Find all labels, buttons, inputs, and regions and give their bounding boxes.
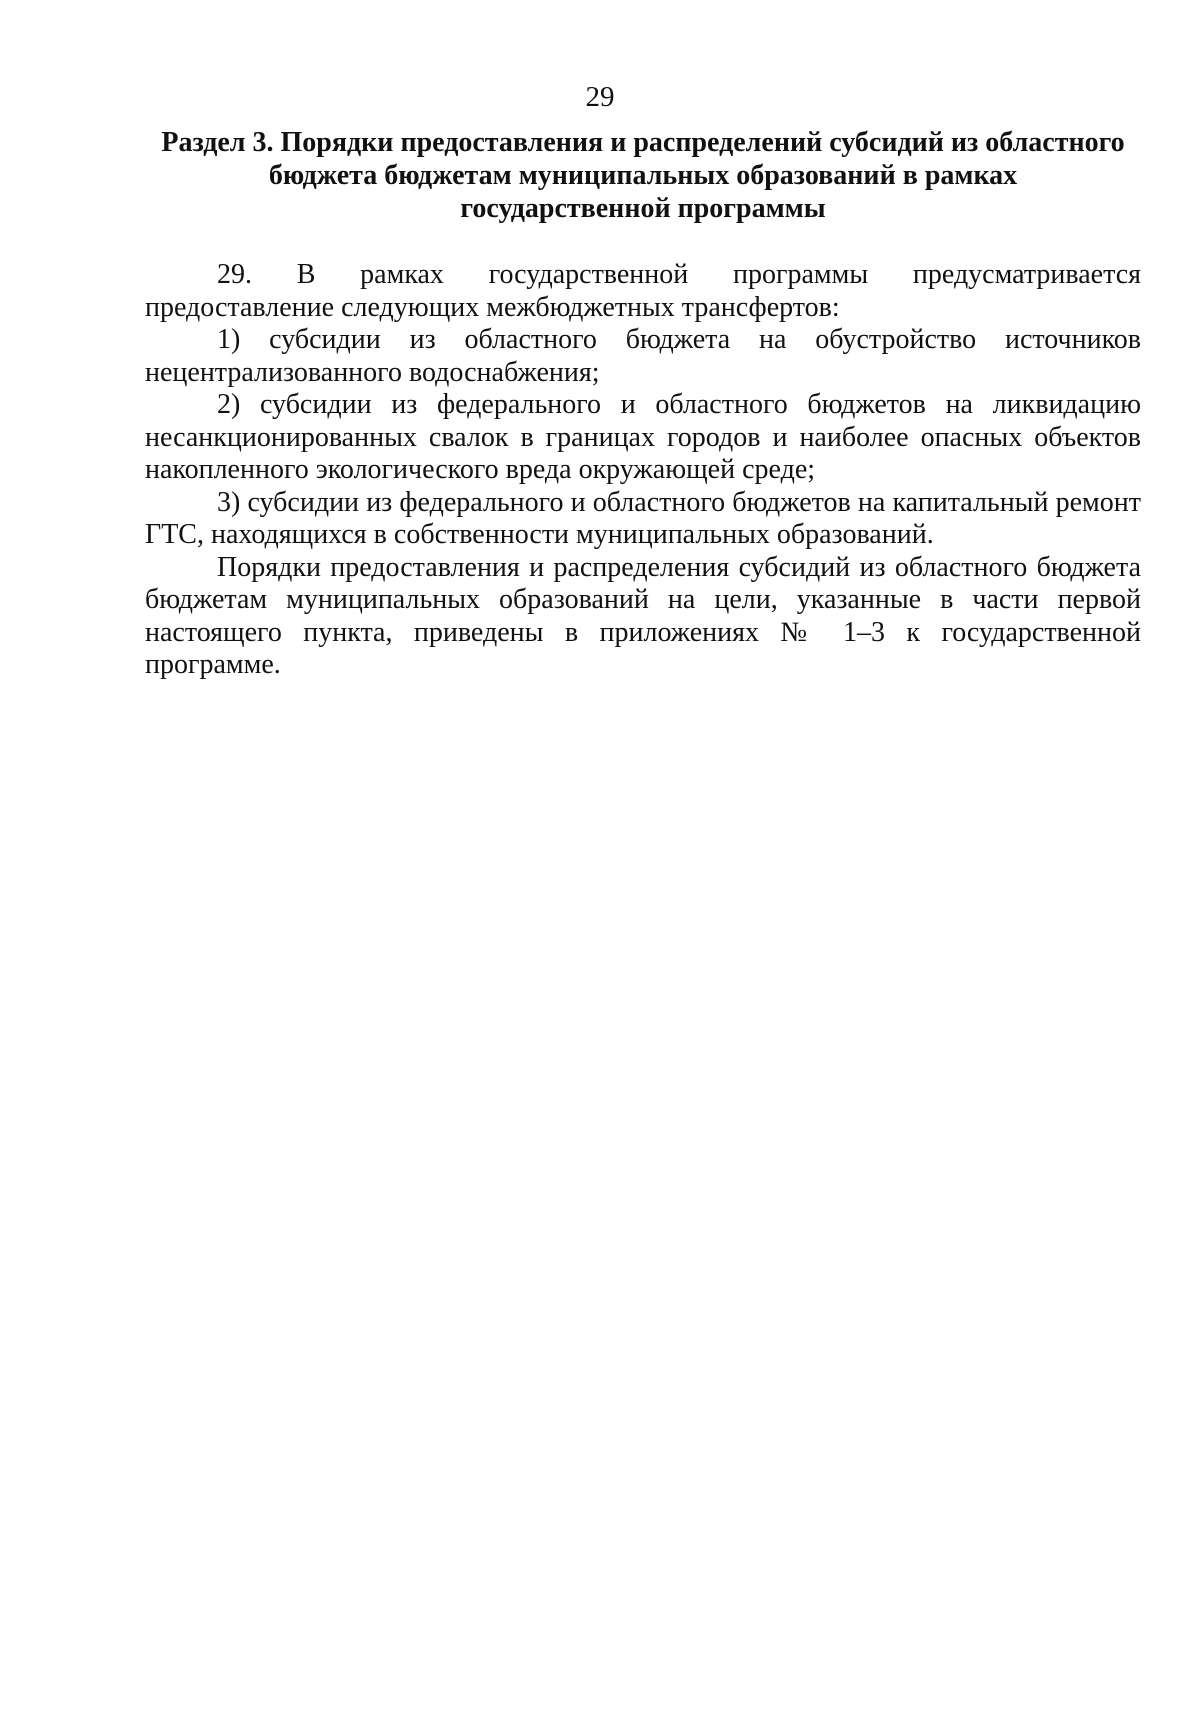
paragraph-subitem-1: 1) субсидии из областного бюджета на обустройство источников нецентрализованного водоснабжения; xyxy=(145,324,1141,388)
section-body xyxy=(145,259,1141,682)
section-heading xyxy=(140,126,1146,225)
paragraph-item-29: 29. В рамках государственной программы предусматривается предоставление следующих межбюджетных трансфертов: xyxy=(145,259,1141,323)
paragraph-subitem-2: 2) субсидии из федерального и областного бюджетов на ликвидацию несанкционированных свалок в границах городов и наиболее опасных объектов накопленного экологического вреда окружающей среде; xyxy=(145,389,1141,485)
page-number: 29 xyxy=(585,81,615,113)
section-heading-line: бюджета бюджетам муниципальных образований в рамках xyxy=(268,160,1018,191)
section-heading-line: государственной программы xyxy=(460,193,826,224)
section-heading-line: Раздел 3. Порядки предоставления и распределений субсидий из областного xyxy=(161,127,1125,158)
paragraph-closing: Порядки предоставления и распределения субсидий из областного бюджета бюджетам муниципальных образований на цели, указанные в части первой настоящего пункта, приведены в приложениях № 1–3 к государственной программе. xyxy=(145,551,1141,680)
paragraph-subitem-3: 3) субсидии из федерального и областного бюджетов на капитальный ремонт ГТС, находящихся в собственности муниципальных образований. xyxy=(145,486,1141,550)
